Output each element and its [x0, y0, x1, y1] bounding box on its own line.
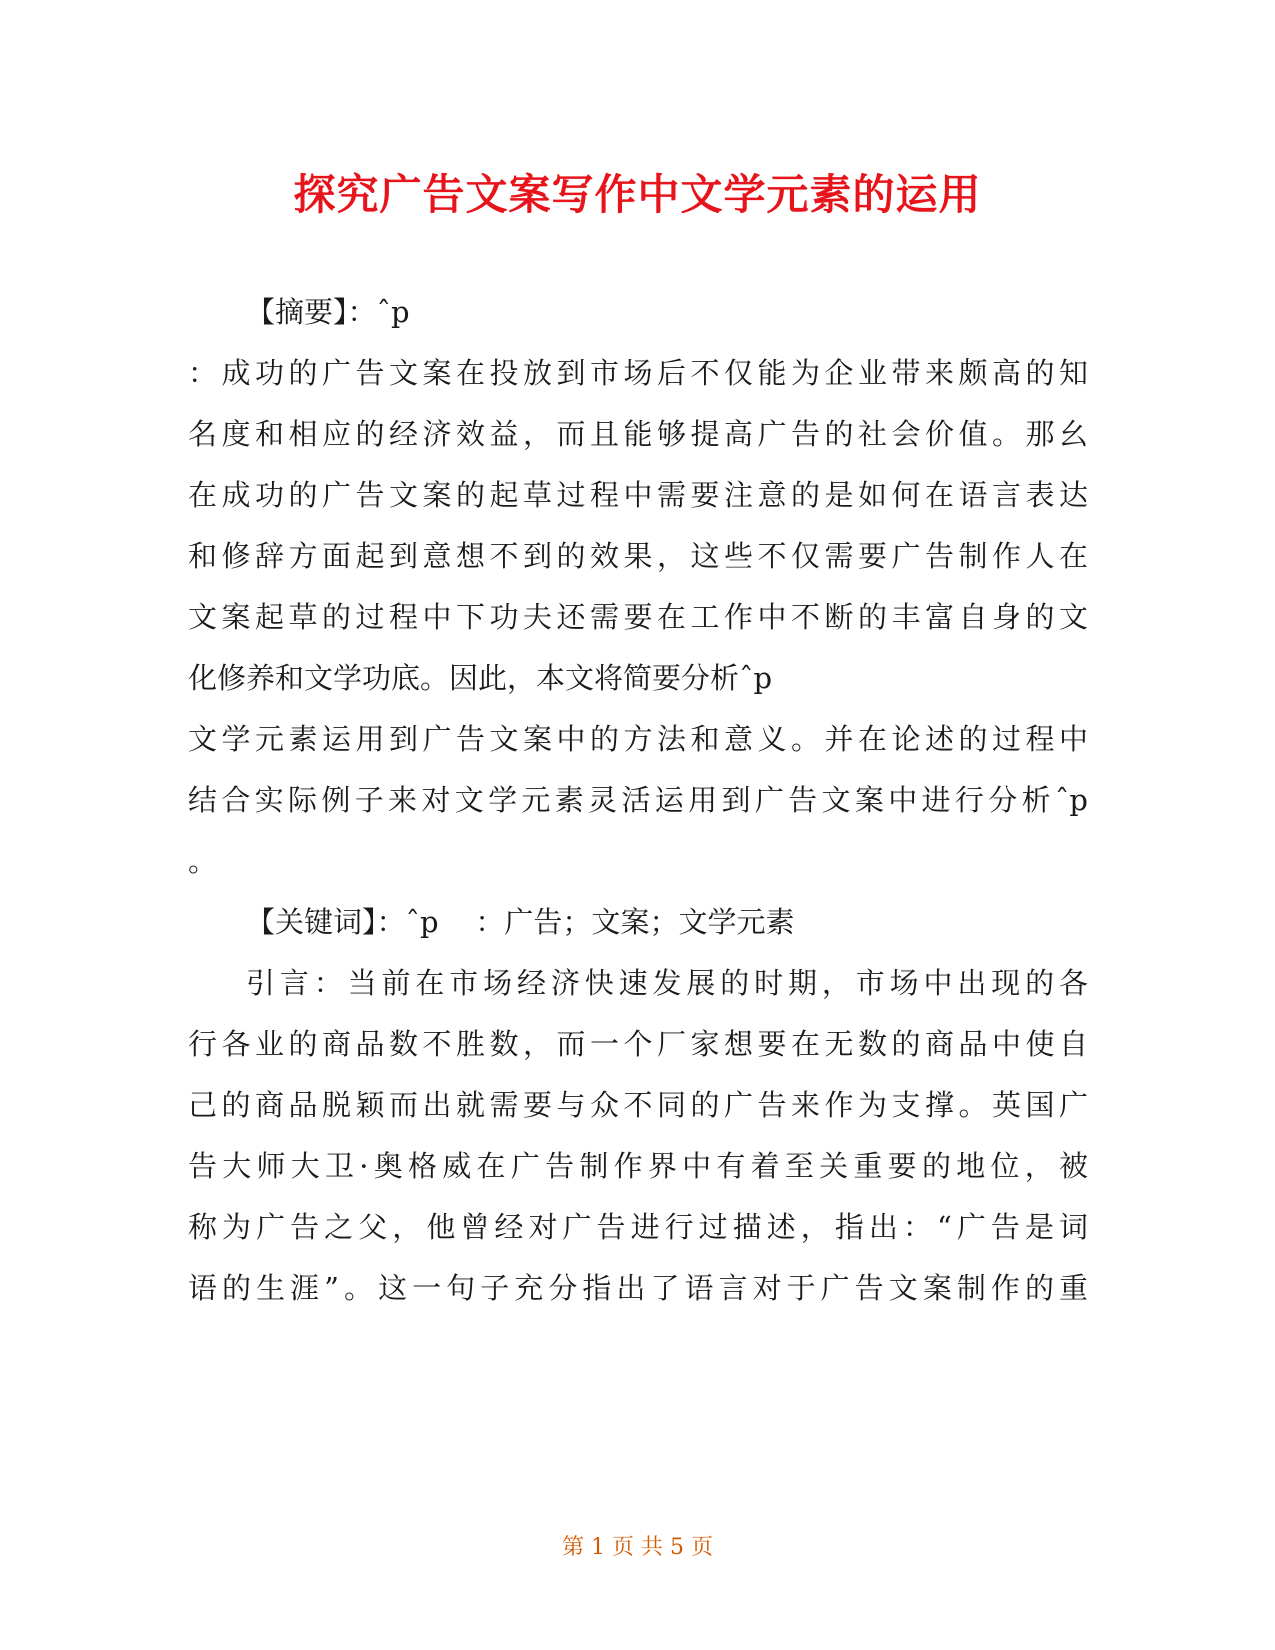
text-line: 。 — [188, 844, 218, 878]
page-title: 探究广告文案写作中文学元素的运用 — [293, 170, 982, 219]
text-line: 语的生涯”。这一句子充分指出了语言对于广告文案制作的重 — [188, 1271, 1088, 1305]
page-number-footer: 第 1 页 共 5 页 — [562, 1535, 713, 1560]
text-line: 行各业的商品数不胜数，而一个厂家想要在无数的商品中使自 — [188, 1027, 1088, 1061]
text-line: 文案起草的过程中下功夫还需要在工作中不断的丰富自身的文 — [188, 600, 1088, 634]
introduction-start: 引言：当前在市场经济快速发展的时期，市场中出现的各 — [246, 966, 1088, 1000]
text-line: 己的商品脱颖而出就需要与众不同的广告来作为支撑。英国广 — [188, 1088, 1088, 1122]
text-line: 称为广告之父，他曾经对广告进行过描述，指出：“广告是词 — [188, 1210, 1088, 1244]
keywords-line: 【关键词】：ˆp ：广告；文案；文学元素 — [246, 905, 795, 939]
text-line: ：成功的广告文案在投放到市场后不仅能为企业带来颇高的知 — [188, 356, 1088, 390]
text-line: 化修养和文学功底。因此，本文将简要分析ˆp — [188, 661, 773, 695]
text-line: 结合实际例子来对文学元素灵活运用到广告文案中进行分析ˆp — [188, 783, 1088, 817]
abstract-heading: 【摘要】：ˆp — [246, 295, 410, 329]
text-line: 文学元素运用到广告文案中的方法和意义。并在论述的过程中 — [188, 722, 1088, 756]
text-line: 名度和相应的经济效益，而且能够提高广告的社会价值。那幺 — [188, 417, 1088, 451]
text-line: 告大师大卫·奥格威在广告制作界中有着至关重要的地位，被 — [188, 1149, 1088, 1183]
text-line: 在成功的广告文案的起草过程中需要注意的是如何在语言表达 — [188, 478, 1088, 512]
text-line: 和修辞方面起到意想不到的效果，这些不仅需要广告制作人在 — [188, 539, 1088, 573]
